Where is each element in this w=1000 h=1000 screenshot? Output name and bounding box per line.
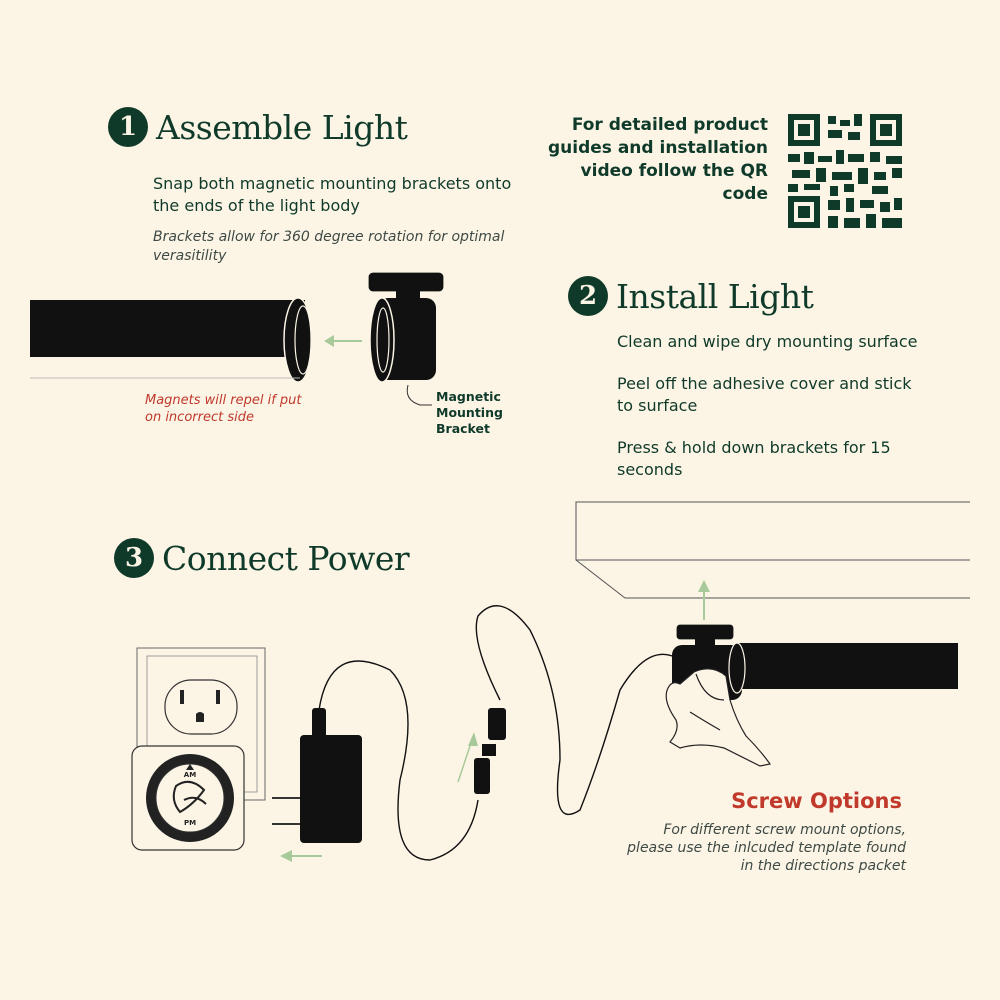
step1-instruction: Snap both magnetic mounting brackets onto the ends of the light body — [153, 174, 512, 215]
step1-number-badge: 1 — [108, 107, 148, 147]
step2-instruction-1: Clean and wipe dry mounting surface — [617, 332, 918, 351]
step1-title: Assemble Light — [156, 107, 408, 147]
cable-connector-illustration — [458, 708, 506, 794]
power-adapter-illustration — [272, 708, 362, 843]
qr-code-icon — [788, 114, 902, 228]
timer-illustration — [132, 746, 244, 850]
step2-instruction-3: Press & hold down brackets for 15 seconds — [617, 438, 891, 479]
magnetic-bracket-illustration — [368, 272, 444, 405]
step3-number-badge: 3 — [114, 538, 154, 578]
step2-heading — [568, 276, 813, 316]
step2-title: Install Light — [616, 276, 814, 316]
step2-number-badge: 2 — [568, 276, 608, 316]
light-body-illustration — [30, 298, 312, 382]
step3-heading — [114, 538, 409, 578]
mounting-surface-illustration — [576, 502, 970, 598]
screw-options-title: Screw Options — [731, 789, 902, 813]
step1-warning: Magnets will repel if put on incorrect side — [145, 393, 302, 425]
snap-arrow — [324, 335, 362, 347]
step3-title: Connect Power — [162, 538, 410, 578]
bracket-label: Magnetic Mounting Bracket — [436, 389, 503, 436]
timer-am-label: AM — [183, 771, 197, 779]
qr-caption: For detailed product guides and installation video follow the QR code — [548, 115, 769, 204]
up-arrow — [698, 580, 710, 620]
step1-note: Brackets allow for 360 degree rotation for optimal verasitility — [153, 229, 505, 264]
timer-pm-label: PM — [183, 819, 197, 827]
left-arrow — [280, 850, 322, 862]
step1-heading — [108, 107, 407, 147]
step2-instruction-2: Peel off the adhesive cover and stick to surface — [617, 374, 912, 415]
screw-options-text: For different screw mount options, please use the inlcuded template found in the directions packet — [627, 822, 906, 874]
